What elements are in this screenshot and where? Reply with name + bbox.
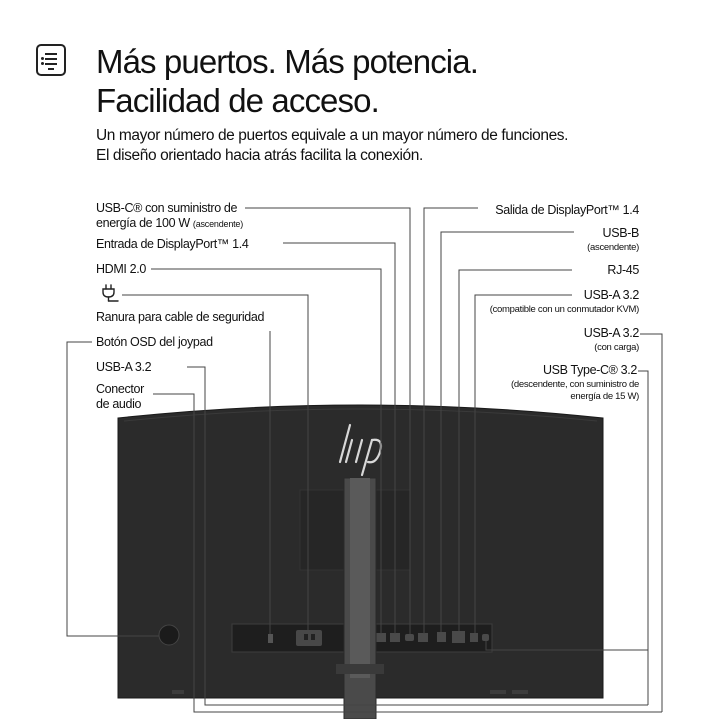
label-usbc-note: (ascendente) [192, 219, 244, 229]
label-usbc-down-note [511, 379, 639, 402]
osd-joypad [159, 625, 179, 645]
power-port [296, 630, 322, 646]
power-plug-icon [100, 283, 120, 303]
label-usbc-line2: energía de 100 W [96, 216, 190, 230]
subtitle-line-1: Un mayor número de puertos equivale a un mayor número de funciones. [96, 127, 569, 144]
label-hdmi: HDMI 2.0 [96, 262, 146, 276]
title-line-1: Más puertos. Más potencia. [96, 43, 478, 80]
usba-kvm-port [470, 633, 478, 642]
label-usbb-note: (ascendente) [587, 242, 639, 253]
label-usbc-down-note1: (descendente, con suministro de [510, 379, 639, 390]
rj45-port [452, 631, 465, 643]
label-displayport-in: Entrada de DisplayPort™ 1.4 [96, 237, 249, 251]
label-usba-kvm-note: (compatible con un conmutador KVM) [489, 304, 639, 315]
label-usbc-upstream [96, 201, 243, 232]
label-osd-button: Botón OSD del joypad [96, 335, 213, 349]
usbc-up-port [405, 634, 414, 641]
label-security-slot: Ranura para cable de seguridad [96, 310, 265, 324]
label-usbb: USB-B [602, 226, 639, 240]
label-usba-kvm: USB-A 3.2 [583, 288, 639, 302]
label-rj45: RJ-45 [607, 263, 639, 277]
label-usbc-down-note2: energía de 15 W) [570, 390, 639, 402]
usbc-down-port [482, 634, 489, 641]
label-audio-line2: de audio [96, 397, 142, 411]
label-audio-line1: Conector [96, 382, 144, 396]
hdmi-port [376, 633, 386, 642]
label-usbc-line1: USB-C® con suministro de [96, 201, 238, 215]
label-audio-jack [96, 382, 144, 412]
label-displayport-out: Salida de DisplayPort™ 1.4 [495, 203, 639, 217]
security-slot [268, 634, 273, 643]
label-usba-left: USB-A 3.2 [96, 360, 152, 374]
subtitle-line-2: El diseño orientado hacia atrás facilita la conexión. [96, 147, 423, 164]
displayport-in-port [390, 633, 400, 642]
label-usba-charge: USB-A 3.2 [583, 326, 639, 340]
label-usbc-down: USB Type-C® 3.2 [542, 363, 637, 377]
usbb-port [437, 632, 446, 642]
title-line-2: Facilidad de acceso. [96, 82, 379, 119]
label-usba-charge-note: (con carga) [594, 342, 639, 353]
displayport-out-port [418, 633, 428, 642]
